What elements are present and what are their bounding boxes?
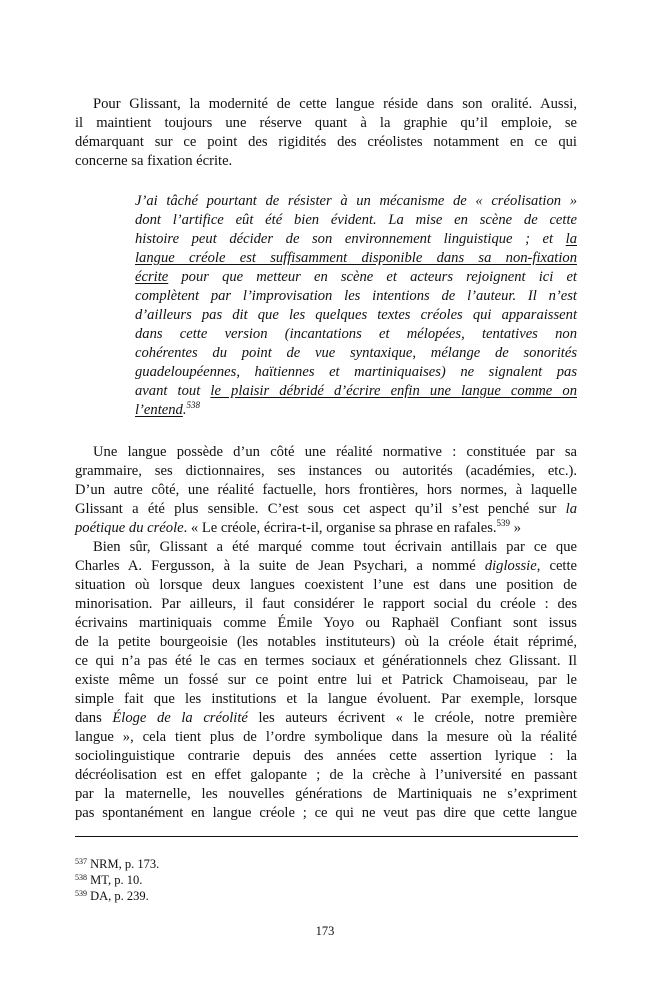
text-line: concerne sa fixation écrite. xyxy=(75,153,233,169)
text-line xyxy=(75,557,577,575)
text-line: décréolisation est en effet galopante ; de la crèche à l’université en passant xyxy=(75,767,577,783)
italic-text: Éloge de la créolité xyxy=(112,710,248,726)
underlined-text: le plaisir débridé d’écrire enfin une langue comme on xyxy=(210,383,577,399)
text-line: il maintient toujours une réserve quant à la graphie qu’il emploie, se xyxy=(75,115,577,131)
text: Charles A. Fergusson, à la suite de Jean Psychari, a nommé xyxy=(75,558,485,574)
quote-line: d’ailleurs pas dit que les quelques textes créoles qui apparaissent xyxy=(135,307,577,323)
quote-text: . xyxy=(182,402,187,418)
text-line: ce qui n’a pas été le cas en termes sociaux et générationnels chez Glissant. Il xyxy=(75,653,577,669)
italic-text: poétique du créole xyxy=(75,520,184,536)
quote-line: J’ai tâché pourtant de résister à un mécanisme de « créolisation » xyxy=(135,193,577,209)
text-line: minorisation. Par ailleurs, il faut considérer le rapport social du créole : des xyxy=(75,596,577,612)
text-line: D’un autre côté, une réalité factuelle, hors frontières, hors normes, à laquelle xyxy=(75,482,577,498)
quote-line: dans cette version (incantations et mélopées, tentatives non xyxy=(135,326,577,342)
text-line: Bien sûr, Glissant a été marqué comme tout écrivain antillais par ce que xyxy=(93,539,577,555)
quote-text: avant tout xyxy=(135,383,211,399)
quote-line xyxy=(135,401,577,419)
quote-line: complètent par l’improvisation les intentions de l’auteur. Il n’est xyxy=(135,288,577,304)
footnote-item xyxy=(75,857,159,872)
footnote-divider xyxy=(75,836,578,837)
footnote-text: MT, p. 10. xyxy=(87,873,143,887)
underlined-text: l’entend xyxy=(135,402,183,418)
footnote-text: DA, p. 239. xyxy=(87,889,149,903)
text-line: langue », cela tient plus de l’ordre symbolique dans la mesure où la réalité xyxy=(75,729,577,745)
text-line: Pour Glissant, la modernité de cette langue réside dans son oralité. Aussi, xyxy=(93,96,577,112)
text-line: grammaire, ses dictionnaires, ses instances ou autorités (académies, etc.). xyxy=(75,463,577,479)
quote-line: dont l’artifice eût été bien évident. La mise en scène de cette xyxy=(135,212,577,228)
text-line xyxy=(75,709,577,727)
footnote-number: 539 xyxy=(75,889,87,898)
text-line xyxy=(75,500,577,518)
quote-line xyxy=(135,268,577,286)
text-line: simple fait que les institutions et la langue évoluent. Par exemple, lorsque xyxy=(75,691,577,707)
text-line: Une langue possède d’un côté une réalité normative : constituée par sa xyxy=(93,444,577,460)
text-line: écrivains martiniquais comme Émile Yoyo ou Raphaël Confiant sont issus xyxy=(75,615,577,631)
text-line: pas spontanément en langue créole ; ce qui ne veut pas dire que cette langue xyxy=(75,805,577,821)
text-line: démarquant sur ce point des rigidités des créolistes notamment en ce qui xyxy=(75,134,577,150)
footnote-number: 538 xyxy=(75,873,87,882)
page-number: 173 xyxy=(315,924,335,938)
text-line: de la petite bourgeoisie (les notables instituteurs) où la créole était réprimé, xyxy=(75,634,577,650)
italic-text: diglossie xyxy=(484,558,537,574)
text-line: sociolinguistique contrarie depuis des années cette assertion lyrique : la xyxy=(75,748,577,764)
quote-line xyxy=(135,230,577,248)
text-line: situation où lorsque deux langues coexistent l’une est dans une position de xyxy=(75,577,577,593)
text-line: existe même un fossé sur ce point entre lui et Patrick Chamoiseau, par le xyxy=(75,672,577,688)
quote-line: cohérentes du point de vue syntaxique, mélange de sonorités xyxy=(135,345,577,361)
footnote-item xyxy=(75,889,149,904)
quote-line xyxy=(135,249,577,267)
text: » xyxy=(510,520,521,536)
text-line xyxy=(75,519,577,537)
footnote-ref[interactable]: 539 xyxy=(496,518,511,528)
text: . « Le créole, écrira-t-il, organise sa phrase en rafales. xyxy=(183,520,497,536)
quote-line xyxy=(135,382,577,400)
text: Glissant a été plus sensible. C’est sous cet aspect qu’il s’est penché sur xyxy=(75,501,566,517)
underlined-text: langue créole est suffisamment disponible dans sa non-fixation xyxy=(135,250,577,266)
text: les auteurs écrivent « le créole, notre première xyxy=(247,710,578,726)
quote-text: pour que metteur en scène et acteurs rejoignent ici et xyxy=(168,269,577,285)
footnote-text: NRM, p. 173. xyxy=(87,857,160,871)
text-line: par la maternelle, les nouvelles générations de Martiniquais ne s’expriment xyxy=(75,786,577,802)
footnote-item xyxy=(75,873,142,888)
quote-text: histoire peut décider de son environnement linguistique ; et xyxy=(135,231,566,247)
italic-text: la xyxy=(565,501,577,517)
footnote-ref[interactable]: 538 xyxy=(186,400,200,410)
footnote-number: 537 xyxy=(75,857,87,866)
text: , cette xyxy=(536,558,578,574)
underlined-text: la xyxy=(565,231,577,247)
underlined-text: écrite xyxy=(135,269,169,285)
quote-line: guadeloupéennes, haïtiennes et martiniquaises) ne signalent pas xyxy=(135,364,577,380)
text: dans xyxy=(75,710,113,726)
